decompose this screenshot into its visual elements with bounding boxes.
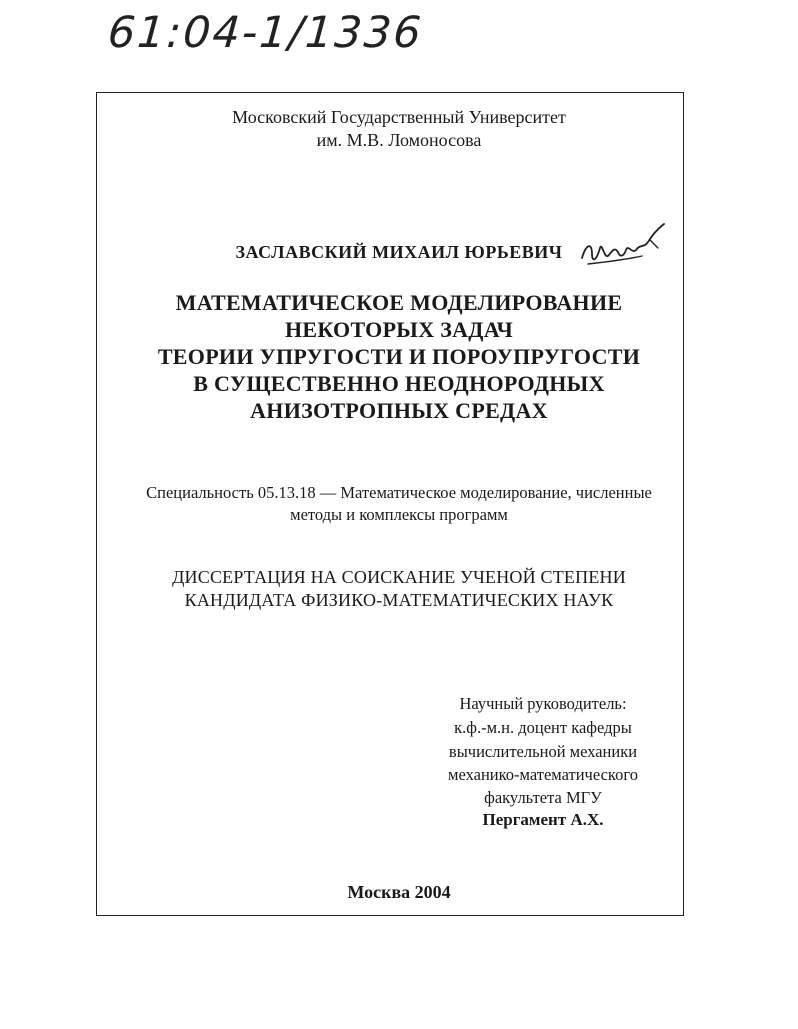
specialty-line-2: методы и комплексы программ — [290, 505, 508, 524]
archive-code: 61:04-1/1336 — [106, 8, 425, 58]
institution-name: Московский Государственный Университет — [232, 107, 566, 127]
title-line-3: ТЕОРИИ УПРУГОСТИ И ПОРОУПРУГОСТИ — [157, 344, 641, 369]
advisor-line-1: к.ф.-м.н. доцент кафедры — [454, 718, 632, 737]
advisor-label: Научный руководитель: — [459, 694, 627, 713]
author-name: ЗАСЛАВСКИЙ МИХАИЛ ЮРЬЕВИЧ — [235, 242, 563, 262]
title-line-5: АНИЗОТРОПНЫХ СРЕДАХ — [250, 398, 548, 423]
advisor-line-3: механико-математического — [448, 765, 638, 784]
specialty-line-1: Специальность 05.13.18 — Математическое моделирование, численные — [146, 483, 652, 502]
advisor-name: Пергамент А.Х. — [482, 810, 604, 829]
title-line-4: В СУЩЕСТВЕННО НЕОДНОРОДНЫХ — [193, 371, 605, 396]
degree-line-1: ДИССЕРТАЦИЯ НА СОИСКАНИЕ УЧЕНОЙ СТЕПЕНИ — [172, 567, 626, 587]
city-year: Москва 2004 — [347, 882, 451, 902]
institution-subtitle: им. М.В. Ломоносова — [316, 130, 482, 150]
title-line-1: МАТЕМАТИЧЕСКОЕ МОДЕЛИРОВАНИЕ — [175, 290, 623, 315]
author-signature — [578, 218, 670, 274]
advisor-line-4: факультета МГУ — [484, 788, 602, 807]
degree-line-2: КАНДИДАТА ФИЗИКО-МАТЕМАТИЧЕСКИХ НАУК — [184, 590, 614, 610]
title-line-2: НЕКОТОРЫХ ЗАДАЧ — [284, 317, 514, 342]
advisor-line-2: вычислительной механики — [448, 742, 638, 761]
